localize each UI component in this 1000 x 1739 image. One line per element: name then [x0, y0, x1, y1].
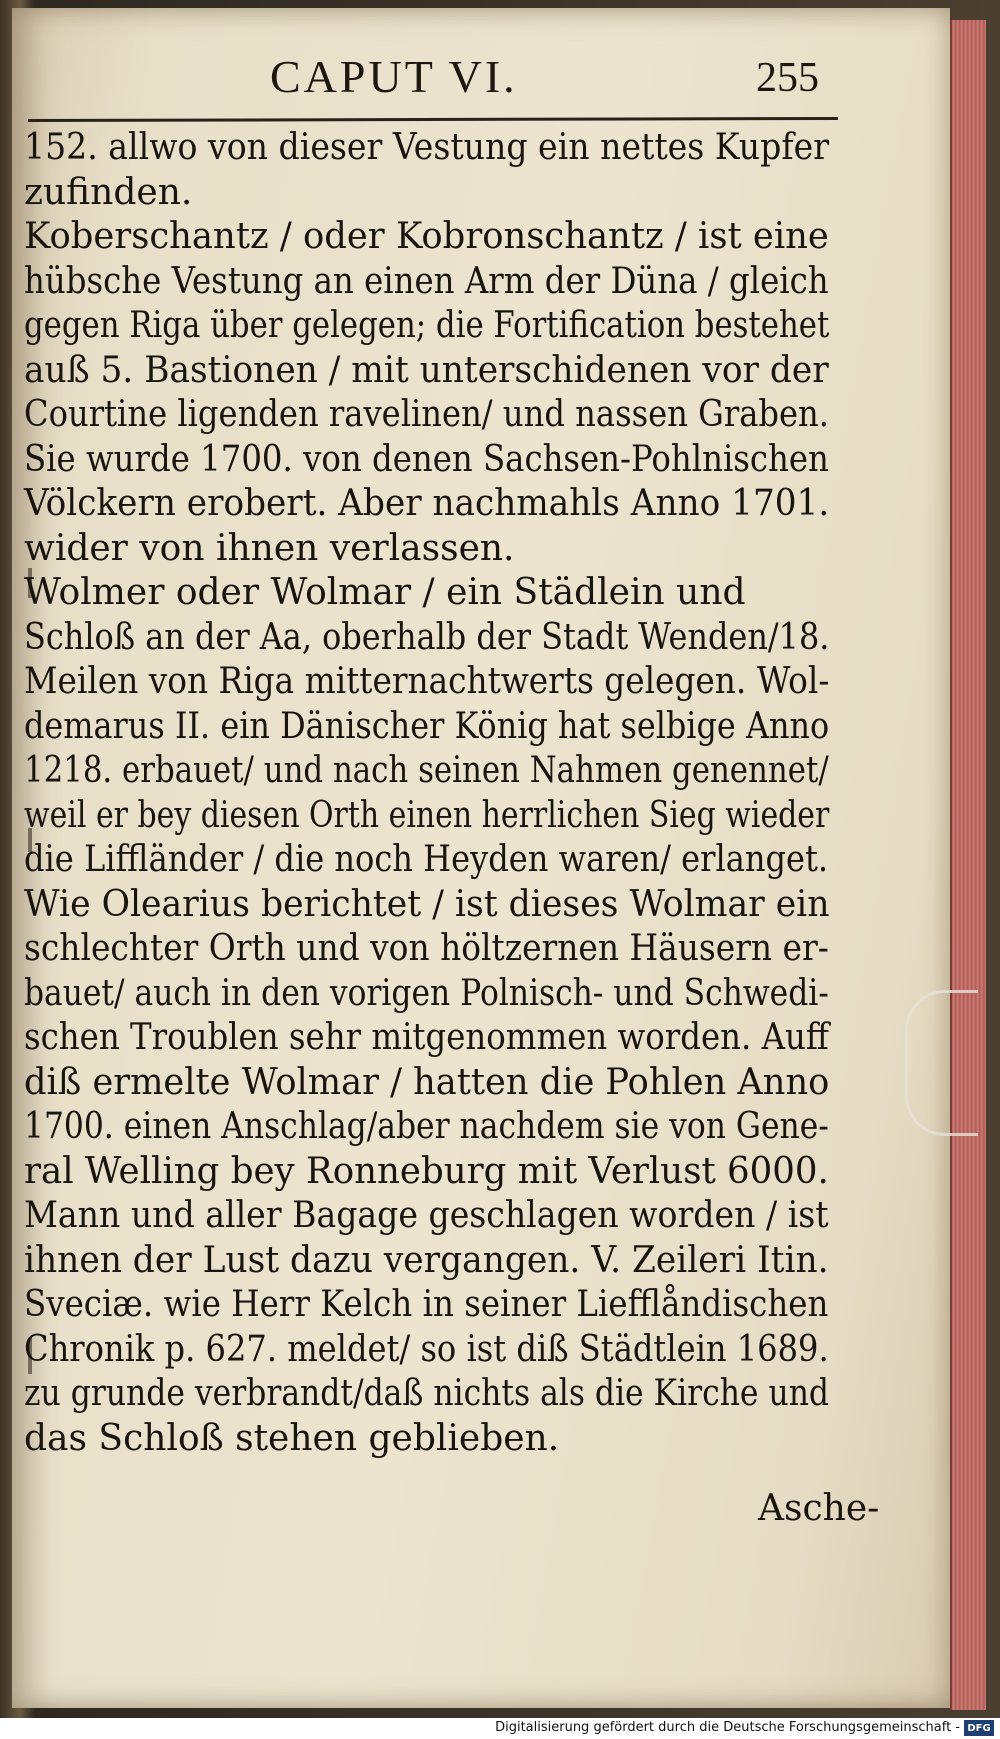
- text-line: demarus II. ein Dänischer König hat selbige Anno: [24, 705, 830, 747]
- text-line: Völckern erobert. Aber nachmahls Anno 1701.: [24, 483, 830, 524]
- text-line: Wie Olearius berichtet / ist dieses Wolmar ein: [24, 883, 830, 925]
- text-line: Sie wurde 1700. von denen Sachsen-Pohlnischen: [24, 438, 829, 480]
- text-line: 152. allwo von dieser Vestung ein nettes Kupfer: [24, 127, 830, 168]
- text-line: Mann und aller Bagage geschlagen worden / ist: [24, 1195, 829, 1236]
- running-head: [30, 50, 840, 110]
- text-line: das Schloß stehen geblieben.: [24, 1417, 560, 1459]
- text-line: weil er bey diesen Orth einen herrlichen Sieg wieder: [24, 794, 830, 836]
- text-line: zu grunde verbrandt/daß nichts als die Kirche und: [24, 1373, 830, 1414]
- text-line: Courtine ligenden ravelinen/ und nassen Graben.: [24, 394, 830, 435]
- text-line: Koberschantz / oder Kobronschantz / ist eine: [24, 216, 829, 257]
- text-line: diß ermelte Wolmar / hatten die Pohlen Anno: [24, 1061, 830, 1103]
- text-line: 1218. erbauet/ und nach seinen Nahmen genennet/: [24, 750, 829, 791]
- dfg-logo: DFG: [964, 1720, 994, 1736]
- text-line: ihnen der Lust dazu vergangen. V. Zeileri Itin.: [24, 1239, 829, 1281]
- text-line: auß 5. Bastionen / mit unterschidenen vor der: [24, 349, 829, 391]
- page-clip: [905, 990, 978, 1136]
- footer-credit: Digitalisierung gefördert durch die Deutsche Forschungsgemeinschaft -: [495, 1720, 960, 1735]
- text-line: wider von ihnen verlassen.: [24, 527, 515, 569]
- text-line: Meilen von Riga mitternachtwerts gelegen. Wol-: [24, 661, 830, 702]
- text-line: Chronik p. 627. meldet/ so ist diß Städtlein 1689.: [24, 1328, 829, 1370]
- catchword: Asche-: [758, 1488, 880, 1529]
- page-number: 255: [756, 55, 819, 101]
- text-line: ral Welling bey Ronneburg mit Verlust 6000.: [24, 1150, 829, 1192]
- text-line: gegen Riga über gelegen; die Fortification bestehet: [24, 305, 830, 346]
- text-line: die Liffländer / die noch Heyden waren/ erlanget.: [24, 839, 829, 880]
- chapter-heading: CAPUT VI.: [270, 51, 518, 102]
- body-text: [24, 126, 854, 1461]
- text-line: zufinden.: [24, 171, 193, 213]
- red-fore-edge: [950, 20, 986, 1710]
- digitization-footer: [0, 1718, 1000, 1739]
- text-line: 1700. einen Anschlag/aber nachdem sie von Gene-: [24, 1106, 829, 1147]
- text-line: bauet/ auch in den vorigen Polnisch- und Schwedi-: [24, 972, 829, 1014]
- text-line: schlechter Orth und von höltzernen Häusern er-: [24, 928, 829, 969]
- text-line: Sveciæ. wie Herr Kelch in seiner Liefflåndischen: [24, 1284, 829, 1325]
- text-line: Schloß an der Aa, oberhalb der Stadt Wenden/18.: [24, 616, 830, 658]
- text-line: Wolmer oder Wolmar / ein Städlein und: [24, 572, 746, 613]
- text-line: schen Troublen sehr mitgenommen worden. Auff: [24, 1017, 829, 1058]
- text-line: hübsche Vestung an einen Arm der Düna / gleich: [24, 260, 829, 302]
